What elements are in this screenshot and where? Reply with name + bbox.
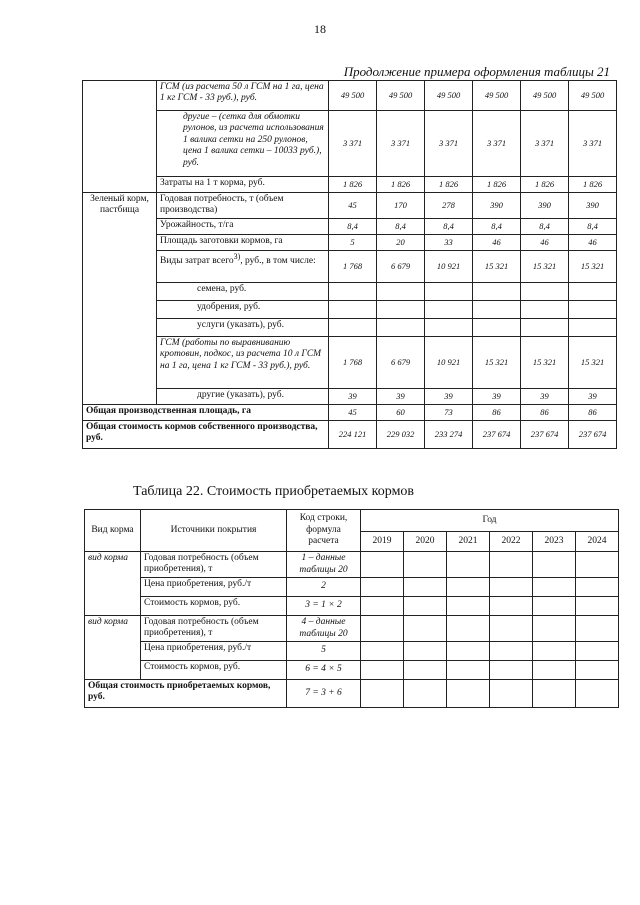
row-code: 6 = 4 × 5: [287, 661, 361, 680]
value-cell: 45: [329, 404, 377, 420]
value-cell: 46: [521, 234, 569, 250]
value-cell: 8,4: [473, 218, 521, 234]
value-cell: 3 371: [329, 111, 377, 177]
row-label: удобрения, руб.: [157, 300, 329, 318]
value-cell: [576, 642, 619, 661]
value-cell: [576, 552, 619, 578]
table-row: [83, 336, 617, 388]
value-cell: [329, 282, 377, 300]
value-cell: [473, 318, 521, 336]
table-row: [83, 218, 617, 234]
value-cell: [361, 552, 404, 578]
header-kind: Вид корма: [85, 510, 141, 552]
value-cell: 39: [473, 388, 521, 404]
value-cell: 39: [521, 388, 569, 404]
value-cell: 3 371: [377, 111, 425, 177]
value-cell: 10 921: [425, 336, 473, 388]
page-number: 18: [314, 22, 326, 36]
table-row: [83, 81, 617, 111]
value-cell: 1 768: [329, 336, 377, 388]
value-cell: [447, 616, 490, 642]
total-label: Общая стоимость приобретаемых кормов, руб.: [85, 680, 287, 708]
row-code: 4 – данные таблицы 20: [287, 616, 361, 642]
table-row: [83, 250, 617, 282]
value-cell: 86: [569, 404, 617, 420]
value-cell: 15 321: [521, 336, 569, 388]
row-label: Урожайность, т/га: [157, 218, 329, 234]
value-cell: [329, 300, 377, 318]
table-row: [83, 388, 617, 404]
group-label: Зеленый корм, пастбища: [83, 193, 157, 405]
value-cell: [361, 680, 404, 708]
value-cell: 33: [425, 234, 473, 250]
value-cell: 1 826: [329, 177, 377, 193]
value-cell: 15 321: [473, 250, 521, 282]
row-label: Виды затрат всего$^{3)}$, руб., в том числе:: [157, 250, 329, 282]
row-code: 7 = 3 + 6: [287, 680, 361, 708]
table-row: [85, 552, 619, 578]
value-cell: [576, 661, 619, 680]
value-cell: 49 500: [377, 81, 425, 111]
value-cell: 15 321: [569, 336, 617, 388]
value-cell: 3 371: [425, 111, 473, 177]
header-year: Год: [361, 510, 619, 532]
value-cell: 1 826: [473, 177, 521, 193]
total-row: [83, 420, 617, 448]
value-cell: [490, 552, 533, 578]
value-cell: 86: [473, 404, 521, 420]
value-cell: 39: [377, 388, 425, 404]
row-label: ГСМ (работы по выравниванию кротовин, подкос, из расчета 10 л ГСМ на 1 га, цена 1 кг ГСМ - 33 руб.), руб.: [157, 336, 329, 388]
value-cell: [533, 616, 576, 642]
value-cell: 1 826: [377, 177, 425, 193]
value-cell: 390: [521, 193, 569, 219]
value-cell: [569, 282, 617, 300]
value-cell: 390: [569, 193, 617, 219]
value-cell: [404, 578, 447, 597]
value-cell: [329, 318, 377, 336]
row-label: Годовая потребность (объем приобретения), т: [141, 616, 287, 642]
value-cell: [447, 578, 490, 597]
table-row: [85, 578, 619, 597]
value-cell: 39: [425, 388, 473, 404]
value-cell: [533, 680, 576, 708]
value-cell: [447, 642, 490, 661]
row-code: 5: [287, 642, 361, 661]
value-cell: [576, 578, 619, 597]
value-cell: 237 674: [473, 420, 521, 448]
value-cell: [533, 661, 576, 680]
value-cell: 49 500: [473, 81, 521, 111]
year-cell: 2020: [404, 532, 447, 552]
value-cell: 229 032: [377, 420, 425, 448]
value-cell: [361, 661, 404, 680]
value-cell: 49 500: [569, 81, 617, 111]
value-cell: [473, 282, 521, 300]
value-cell: [490, 642, 533, 661]
value-cell: [521, 318, 569, 336]
value-cell: [569, 300, 617, 318]
value-cell: 1 826: [425, 177, 473, 193]
value-cell: [533, 578, 576, 597]
row-label: другие – (сетка для обмотки рулонов, из расчета использования 1 валика сетки на 250 рулонов, цена 1 валика сетки – 10033 руб.), руб.: [157, 111, 329, 177]
value-cell: 8,4: [521, 218, 569, 234]
table-row: [85, 616, 619, 642]
value-cell: 15 321: [521, 250, 569, 282]
value-cell: [576, 680, 619, 708]
value-cell: [576, 597, 619, 616]
value-cell: [425, 282, 473, 300]
header-code: Код строки, формула расчета: [287, 510, 361, 552]
value-cell: 15 321: [473, 336, 521, 388]
row-label: Стоимость кормов, руб.: [141, 597, 287, 616]
value-cell: 60: [377, 404, 425, 420]
value-cell: 49 500: [425, 81, 473, 111]
value-cell: 49 500: [329, 81, 377, 111]
continuation-caption: Продолжение примера оформления таблицы 21: [343, 64, 610, 79]
value-cell: [447, 680, 490, 708]
value-cell: 237 674: [521, 420, 569, 448]
total-row: [85, 680, 619, 708]
row-label: услуги (указать), руб.: [157, 318, 329, 336]
value-cell: 1 768: [329, 250, 377, 282]
table-row: [83, 234, 617, 250]
value-cell: [521, 282, 569, 300]
value-cell: 278: [425, 193, 473, 219]
table-21-continuation: [82, 80, 617, 449]
year-cell: 2019: [361, 532, 404, 552]
value-cell: [404, 552, 447, 578]
value-cell: 15 321: [569, 250, 617, 282]
row-label: Стоимость кормов, руб.: [141, 661, 287, 680]
value-cell: [473, 300, 521, 318]
value-cell: [404, 680, 447, 708]
value-cell: [447, 597, 490, 616]
value-cell: [533, 552, 576, 578]
value-cell: [361, 578, 404, 597]
value-cell: 6 679: [377, 336, 425, 388]
value-cell: [490, 578, 533, 597]
value-cell: [533, 597, 576, 616]
value-cell: 10 921: [425, 250, 473, 282]
row-label: ГСМ (из расчета 50 л ГСМ на 1 га, цена 1 кг ГСМ - 33 руб.), руб.: [157, 81, 329, 111]
value-cell: 390: [473, 193, 521, 219]
value-cell: [404, 597, 447, 616]
table-row: [83, 111, 617, 177]
value-cell: [576, 616, 619, 642]
value-cell: 39: [329, 388, 377, 404]
blank-cell: [83, 81, 157, 193]
row-code: 2: [287, 578, 361, 597]
value-cell: 6 679: [377, 250, 425, 282]
row-label: Годовая потребность (объем приобретения), т: [141, 552, 287, 578]
table-row: [85, 642, 619, 661]
value-cell: [490, 597, 533, 616]
value-cell: 49 500: [521, 81, 569, 111]
table-row: [83, 193, 617, 219]
total-label: Общая стоимость кормов собственного производства, руб.: [83, 420, 329, 448]
value-cell: [361, 616, 404, 642]
value-cell: [425, 300, 473, 318]
value-cell: [361, 597, 404, 616]
value-cell: [569, 318, 617, 336]
table-22: [84, 509, 619, 708]
value-cell: 237 674: [569, 420, 617, 448]
year-cell: 2024: [576, 532, 619, 552]
value-cell: [447, 552, 490, 578]
value-cell: 20: [377, 234, 425, 250]
value-cell: 3 371: [569, 111, 617, 177]
value-cell: [533, 642, 576, 661]
value-cell: [490, 680, 533, 708]
value-cell: 8,4: [425, 218, 473, 234]
value-cell: 8,4: [377, 218, 425, 234]
row-label: Затраты на 1 т корма, руб.: [157, 177, 329, 193]
table-row: [83, 282, 617, 300]
value-cell: [490, 661, 533, 680]
value-cell: 233 274: [425, 420, 473, 448]
value-cell: [377, 318, 425, 336]
value-cell: [361, 642, 404, 661]
value-cell: 46: [569, 234, 617, 250]
total-row: [83, 404, 617, 420]
value-cell: 3 371: [473, 111, 521, 177]
row-label: семена, руб.: [157, 282, 329, 300]
value-cell: [447, 661, 490, 680]
table-row: [85, 597, 619, 616]
total-label: Общая производственная площадь, га: [83, 404, 329, 420]
value-cell: 86: [521, 404, 569, 420]
value-cell: [377, 282, 425, 300]
value-cell: 73: [425, 404, 473, 420]
value-cell: [404, 616, 447, 642]
table-row: [85, 661, 619, 680]
value-cell: [425, 318, 473, 336]
value-cell: 224 121: [329, 420, 377, 448]
row-label: Цена приобретения, руб./т: [141, 578, 287, 597]
value-cell: 1 826: [569, 177, 617, 193]
row-label: другие (указать), руб.: [157, 388, 329, 404]
row-label: Площадь заготовки кормов, га: [157, 234, 329, 250]
value-cell: [490, 616, 533, 642]
value-cell: [521, 300, 569, 318]
value-cell: 5: [329, 234, 377, 250]
year-cell: 2023: [533, 532, 576, 552]
value-cell: 46: [473, 234, 521, 250]
row-code: 1 – данные таблицы 20: [287, 552, 361, 578]
value-cell: 45: [329, 193, 377, 219]
value-cell: 39: [569, 388, 617, 404]
feed-kind: вид корма: [85, 616, 141, 680]
row-label: Годовая потребность, т (объем производства): [157, 193, 329, 219]
value-cell: 1 826: [521, 177, 569, 193]
year-cell: 2021: [447, 532, 490, 552]
value-cell: 8,4: [569, 218, 617, 234]
table-22-caption: Таблица 22. Стоимость приобретаемых кормов: [133, 484, 415, 499]
row-label: Цена приобретения, руб./т: [141, 642, 287, 661]
year-cell: 2022: [490, 532, 533, 552]
value-cell: 170: [377, 193, 425, 219]
value-cell: 3 371: [521, 111, 569, 177]
value-cell: [377, 300, 425, 318]
value-cell: [404, 661, 447, 680]
table-row: [83, 318, 617, 336]
feed-kind: вид корма: [85, 552, 141, 616]
table-row: [83, 177, 617, 193]
row-code: 3 = 1 × 2: [287, 597, 361, 616]
value-cell: [404, 642, 447, 661]
table-row: [83, 300, 617, 318]
value-cell: 8,4: [329, 218, 377, 234]
header-source: Источники покрытия: [141, 510, 287, 552]
